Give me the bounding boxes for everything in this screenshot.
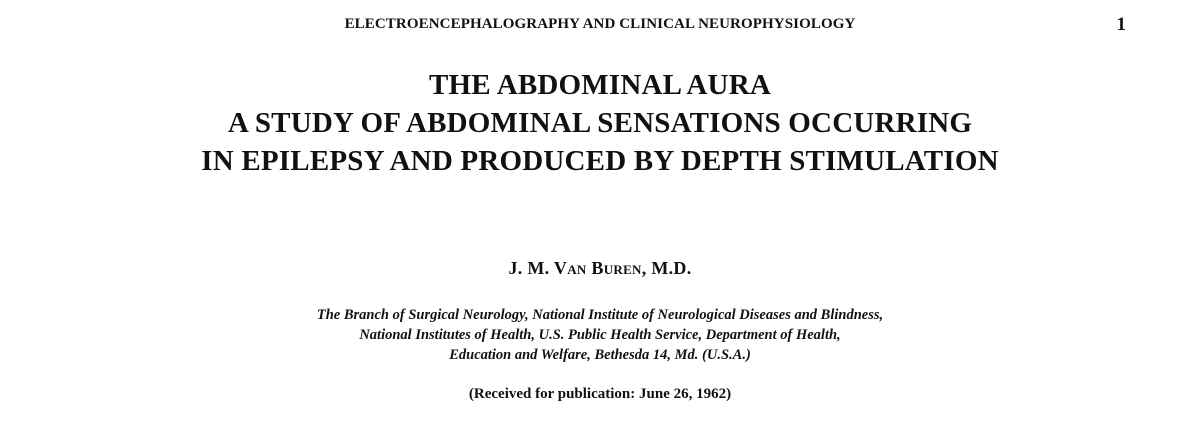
running-head: [0, 14, 1200, 38]
affiliation-line-1: The Branch of Surgical Neurology, National Institute of Neurological Diseases and Blindness,: [316, 307, 884, 323]
affiliation-line-3: Education and Welfare, Bethesda 14, Md. (U.S.A.): [449, 347, 751, 363]
title-line-2: A STUDY OF ABDOMINAL SENSATIONS OCCURRING: [227, 107, 973, 139]
author-name: J. M. Van Buren, M.D.: [508, 258, 692, 278]
received-date: (Received for publication: June 26, 1962): [468, 386, 732, 402]
title-line-1: THE ABDOMINAL AURA: [429, 69, 771, 101]
journal-name: ELECTROENCEPHALOGRAPHY AND CLINICAL NEUROPHYSIOLOGY: [344, 16, 856, 32]
article-title: [0, 66, 1200, 180]
page-number: 1: [1116, 14, 1126, 35]
title-line-3: IN EPILEPSY AND PRODUCED BY DEPTH STIMULATION: [201, 145, 999, 177]
author-affiliation: [0, 305, 1200, 365]
affiliation-line-2: National Institutes of Health, U.S. Public Health Service, Department of Health,: [359, 327, 841, 343]
